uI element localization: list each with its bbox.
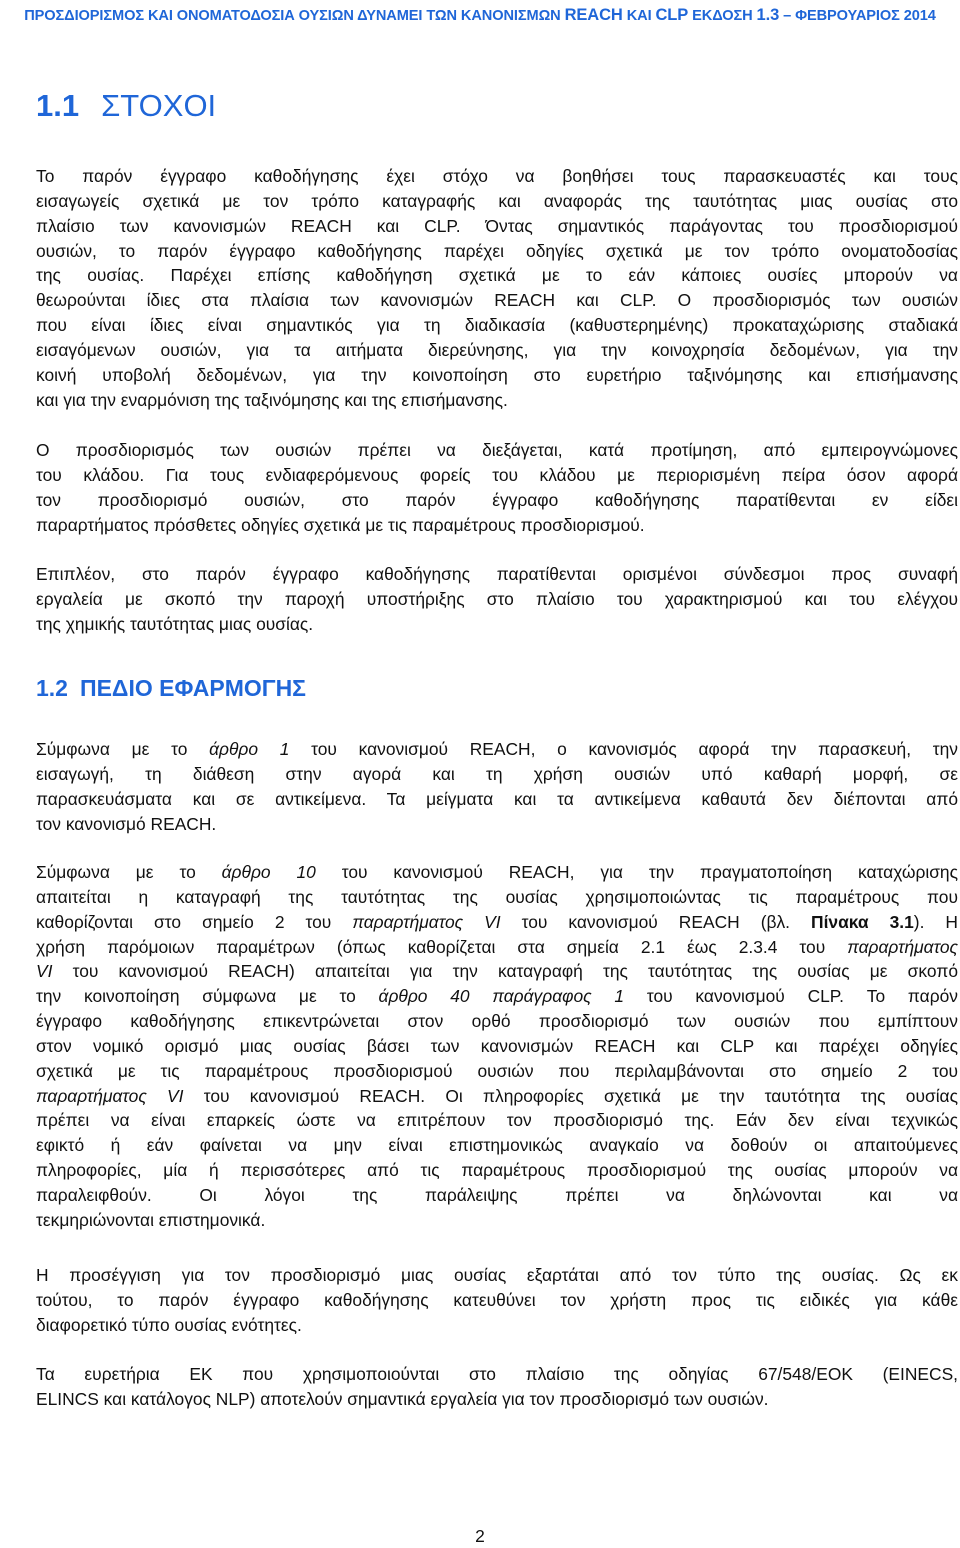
paragraph-goals-3: [36, 562, 958, 637]
table-reference: Πίνακα 3.1: [811, 911, 914, 932]
text-line: πρέπει να είναι επαρκείς ώστε να επιτρέπουν τον προσδιορισμό της. Εάν δεν είναι τεχνικώς: [36, 1110, 958, 1131]
text-line: εφικτό ή εάν φαίνεται να μην είναι επιστημονικώς αναγκαίο να δοθούν οι απαιτούμενες: [36, 1135, 958, 1156]
section-title: ΣΤΟΧΟΙ: [101, 88, 217, 123]
text-line: παρασκευάσματα και σε αντικείμενα. Τα μείγματα και τα αντικείμενα καθαυτά δεν διέπονται από: [36, 788, 958, 809]
text-line: παραλειφθούν. Οι λόγοι της παράλειψης πρέπει να δηλώνονται και να: [36, 1184, 958, 1205]
text-line: και για την εναρμόνιση της ταξινόμησης και της επισήμανσης.: [36, 389, 508, 410]
text-line: Ο προσδιορισμός των ουσιών πρέπει να διεξάγεται, κατά προτίμηση, από εμπειρογνώμονες: [36, 440, 958, 460]
text-line: εισαγωγείς σχετικά με τον τρόπο καταγραφής και αναφοράς της ταυτότητας μιας ουσίας στο: [36, 190, 958, 211]
text-line: Επιπλέον, στο παρόν έγγραφο καθοδήγησης παρατίθενται ορισμένοι σύνδεσμοι προς συναφή: [36, 564, 958, 584]
text-line: Το παρόν έγγραφο καθοδήγησης έχει στόχο να βοηθήσει τους παρασκευαστές και τους: [36, 166, 958, 186]
text-line: ELINCS και κατάλογος NLP) αποτελούν σημαντικά εργαλεία για τον προσδιορισμό των ουσιών.: [36, 1388, 769, 1409]
text-line: πληροφορίες, μία ή περισσότερες από τις παραμέτρους προσδιορισμού της ουσίας μπορούν να: [36, 1160, 958, 1181]
text-line: Τα ευρετήρια ΕΚ που χρησιμοποιούνται στο πλαίσιο της οδηγίας 67/548/ΕΟΚ (EINECS,: [36, 1364, 958, 1384]
text-line: της ουσίας. Παρέχει επίσης καθοδήγηση σχετικά με το εάν κάποιες ουσίες μπορούν να: [36, 265, 958, 286]
text-line: Σύμφωνα με το άρθρο 10 του κανονισμού REACH, για την πραγματοποίηση καταχώρισης: [36, 862, 958, 882]
text-line: του κλάδου. Για τους ενδιαφερόμενους φορείς του κλάδου με περιορισμένη πείρα όσον αφορά: [36, 464, 958, 485]
text-line: της χημικής ταυτότητας μιας ουσίας.: [36, 613, 314, 634]
text-line: Η προσέγγιση για τον προσδιορισμό μιας ουσίας εξαρτάται από τον τύπο της ουσίας. Ως εκ: [36, 1265, 958, 1285]
paragraph-goals-1: [36, 164, 958, 412]
paragraph-scope-3: [36, 1263, 958, 1338]
page-number: 2: [475, 1526, 485, 1546]
paragraph-goals-2: [36, 438, 958, 537]
text-line: καθορίζονται στο σημείο 2 του παραρτήματος VI του κανονισμού REACH (βλ. Πίνακα 3.1). Η: [36, 911, 958, 932]
section-title: ΠΕΔΙΟ ΕΦΑΡΜΟΓΗΣ: [79, 675, 306, 701]
section-number: 1.1: [36, 88, 80, 123]
text-line: τεκμηριώνονται επιστημονικά.: [36, 1209, 266, 1230]
paragraph-scope-2: [36, 860, 958, 1233]
text-line: έγγραφο καθοδήγησης επικεντρώνεται στον ορθό προσδιορισμό των ουσιών που εμπίπτουν: [36, 1011, 958, 1032]
section-heading-goals: [36, 88, 216, 124]
text-line: εισαγωγή, τη διάθεση στην αγορά και τη χρήση ουσιών υπό καθαρή μορφή, σε: [36, 763, 958, 784]
text-line: παραρτήματος πρόσθετες οδηγίες σχετικά με τις παραμέτρους προσδιορισμού.: [36, 514, 645, 535]
text-line: θεωρούνται ίδιες στα πλαίσια των κανονισμών REACH και CLP. Ο προσδιορισμός των ουσιών: [36, 290, 958, 311]
text-line: τον προσδιορισμό ουσιών, στο παρόν έγγραφο καθοδήγησης παρατίθενται εν είδει: [36, 489, 958, 510]
text-line: Σύμφωνα με το άρθρο 1 του κανονισμού REACH, ο κανονισμός αφορά την παρασκευή, την: [36, 739, 958, 759]
section-number: 1.2: [36, 675, 68, 701]
text-line: VI του κανονισμού REACH) απαιτείται για την καταγραφή της ταυτότητας της ουσίας με σκοπό: [36, 961, 958, 982]
text-line: στον νομικό ορισμό μιας ουσίας βάσει των κανονισμών REACH και CLP και παρέχει οδηγίες: [36, 1035, 958, 1056]
section-heading-scope: [36, 675, 306, 702]
text-line: ουσιών, το παρόν έγγραφο καθοδήγησης παρέχει οδηγίες σχετικά με τον τρόπο ονοματοδοσίας: [36, 240, 958, 261]
text-line: παραρτήματος VI του κανονισμού REACH. Οι πληροφορίες σχετικά με την ταυτότητα της ουσίας: [36, 1085, 958, 1106]
paragraph-scope-4: [36, 1362, 958, 1412]
text-line: διαφορετικό τύπο ουσίας ενότητες.: [36, 1314, 302, 1335]
text-line: που είναι ίδιες είναι σημαντικός για τη διαδικασία (καθυστερημένης) προκαταχώρισης σταδιακά: [36, 315, 958, 336]
paragraph-scope-1: [36, 737, 958, 836]
text-line: εισαγόμενων ουσιών, για τα αιτήματα διερεύνησης, για την κοινοχρησία δεδομένων, για την: [36, 339, 958, 360]
text-line: την κοινοποίηση σύμφωνα με το άρθρο 40 παράγραφος 1 του κανονισμού CLP. Το παρόν: [36, 986, 958, 1007]
text-line: χρήση παρόμοιων παραμέτρων (όπως καθορίζεται στα σημεία 2.1 έως 2.3.4 του παραρτήματος: [36, 936, 958, 957]
text-line: σχετικά με τις παραμέτρους προσδιορισμού ουσιών που περιλαμβάνονται στο σημείο 2 του: [36, 1060, 958, 1081]
running-header: ΠΡΟΣΔΙΟΡΙΣΜΟΣ ΚΑΙ ΟΝΟΜΑΤΟΔΟΣΙΑ ΟΥΣΙΩΝ ΔΥΝΑΜΕΙ ΤΩΝ ΚΑΝΟΝΙΣΜΩΝ REACH ΚΑΙ CLP ΕΚΔΟΣΗ 1.3 – ΦΕΒΡΟΥΑΡΙΟΣ 2014: [24, 6, 936, 24]
text-line: τούτου, το παρόν έγγραφο καθοδήγησης κατευθύνει τον χρήστη προς τις ειδικές για κάθε: [36, 1289, 958, 1310]
text-line: τον κανονισμό REACH.: [36, 813, 217, 834]
text-line: πλαίσιο των κανονισμών REACH και CLP. Όντας σημαντικός παράγοντας του προσδιορισμού: [36, 215, 958, 236]
text-line: εργαλεία με σκοπό την παροχή υποστήριξης στο πλαίσιο του χαρακτηρισμού και του ελέγχου: [36, 588, 958, 609]
text-line: απαιτείται η καταγραφή της ταυτότητας της ουσίας χρησιμοποιώντας τις παραμέτρους που: [36, 886, 958, 907]
text-line: κοινή υποβολή δεδομένων, για την κοινοποίηση στο ευρετήριο ταξινόμησης και επισήμανσης: [36, 364, 958, 385]
